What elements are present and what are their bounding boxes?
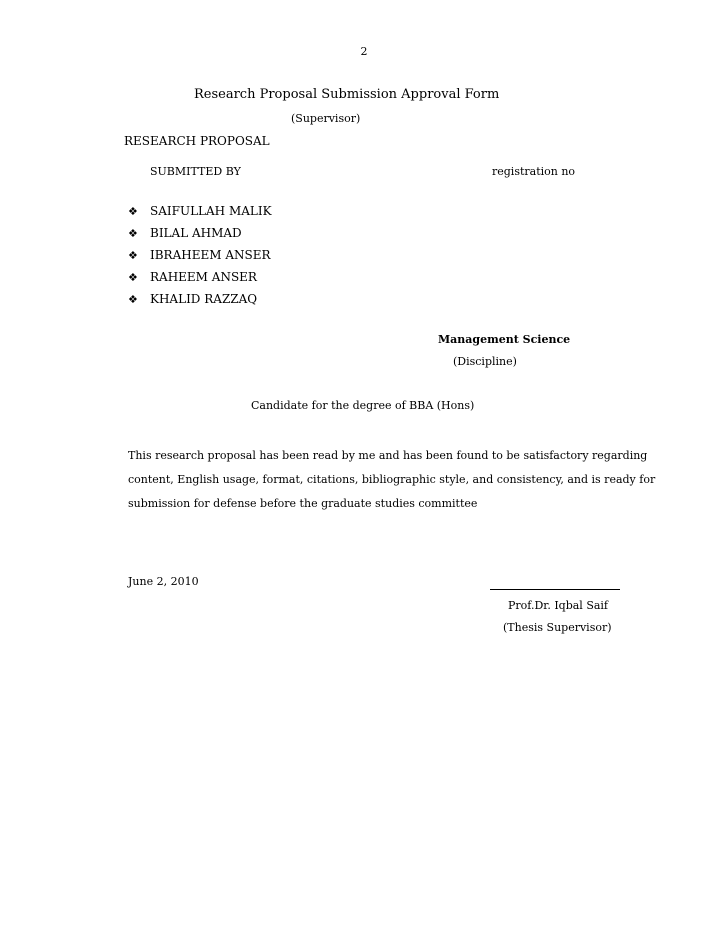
student-name: BILAL AHMAD (150, 226, 242, 240)
degree-line: Candidate for the degree of BBA (Hons) (251, 399, 475, 412)
list-item (128, 288, 272, 310)
signature-line (490, 589, 620, 590)
submitted-by-label: SUBMITTED BY (150, 165, 241, 178)
student-list (128, 200, 272, 310)
discipline-label: (Discipline) (453, 355, 517, 368)
diamond-bullet-icon: ❖ (128, 270, 138, 284)
approval-statement (128, 444, 656, 516)
page-number: 2 (360, 45, 368, 58)
student-name: RAHEEM ANSER (150, 270, 257, 284)
supervisor-name: Prof.Dr. Iqbal Saif (508, 599, 609, 612)
list-item (128, 244, 272, 266)
student-name: KHALID RAZZAQ (150, 292, 258, 306)
diamond-bullet-icon: ❖ (128, 292, 138, 306)
list-item (128, 266, 272, 288)
discipline-name: Management Science (438, 333, 571, 346)
diamond-bullet-icon: ❖ (128, 248, 138, 262)
registration-no-label: registration no (492, 165, 576, 178)
date: June 2, 2010 (128, 575, 199, 588)
list-item (128, 200, 272, 222)
diamond-bullet-icon: ❖ (128, 226, 138, 240)
form-title: Research Proposal Submission Approval Form (194, 87, 500, 102)
student-name: IBRAHEEM ANSER (150, 248, 271, 262)
supervisor-title: (Thesis Supervisor) (503, 621, 612, 634)
list-item (128, 222, 272, 244)
student-name: SAIFULLAH MALIK (150, 204, 272, 218)
statement-line: submission for defense before the graduate studies committee (128, 497, 478, 510)
statement-line: content, English usage, format, citations, bibliographic style, and consistency, and is ready for (128, 473, 656, 486)
form-subtitle: (Supervisor) (291, 112, 361, 125)
statement-line: This research proposal has been read by me and has been found to be satisfactory regarding (128, 449, 648, 462)
diamond-bullet-icon: ❖ (128, 204, 138, 218)
section-heading: RESEARCH PROPOSAL (124, 134, 270, 148)
